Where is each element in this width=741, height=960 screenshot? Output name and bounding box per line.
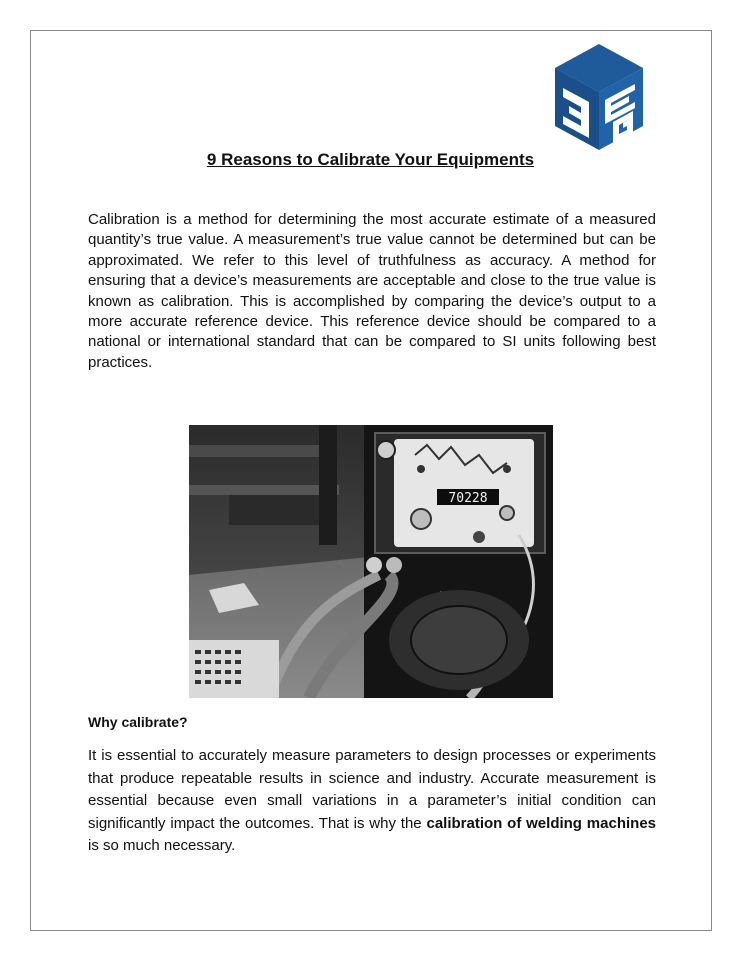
company-logo-icon	[553, 42, 645, 152]
intro-paragraph: Calibration is a method for determining the most accurate estimate of a measured quantity’s true value. A measurement’s true value cannot be determined but can be approximated. We refer to this level of truthfulness as accuracy. A method for ensuring that a device’s measurements are acceptable and close to the true value is known as calibration. This is accomplished by comparing the device’s output to a more accurate reference device. This reference device should be compared to a national or international standard that can be compared to SI units following best practices.	[88, 211, 656, 371]
closing-text-bold: calibration of welding machines	[426, 814, 656, 832]
welding-machine-photo	[189, 425, 553, 698]
section-heading-why-calibrate: Why calibrate?	[88, 714, 188, 730]
page-title: 9 Reasons to Calibrate Your Equipments	[206, 150, 535, 169]
closing-paragraph	[88, 745, 656, 858]
closing-text-before: It is essential to accurately measure parameters to design processes or experiments that produce repeatable results in science and industry. Accurate measurement is essential because even small variations in a parameter’s initial condition can significantly impact the outcomes. That is why the	[88, 747, 656, 832]
closing-text-after: is so much necessary.	[88, 837, 236, 854]
display-reading: 70228	[448, 491, 488, 506]
